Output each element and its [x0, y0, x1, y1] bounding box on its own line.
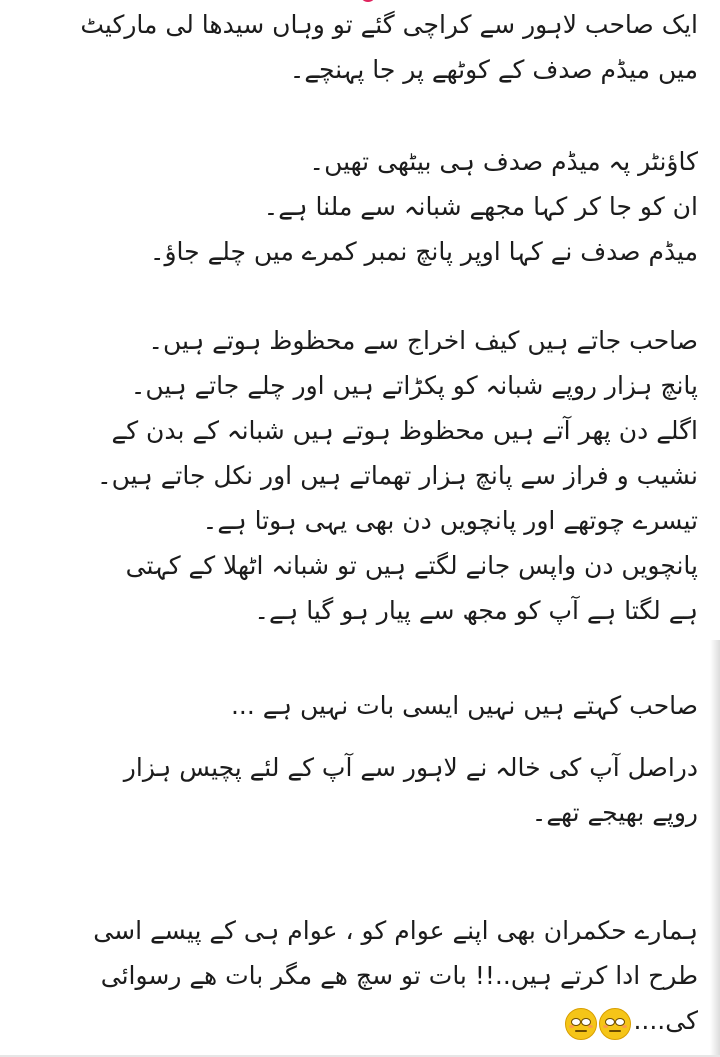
- text-line: صاحب کہتے ہیں نہیں ایسی بات نہیں ہے ...: [230, 691, 698, 720]
- text-line: میں میڈم صدف کے کوٹھے پر جا پہنچے۔: [289, 55, 698, 84]
- text-line: طرح ادا کرتے ہیں..!! بات تو سچ ھے مگر بات ھے رسوائی: [100, 961, 698, 990]
- text-line: ان کو جا کر کہا مجھے شبانہ سے ملنا ہے۔: [263, 192, 698, 221]
- paragraph-3: [18, 318, 698, 633]
- text-line: پانچ ہزار روپے شبانہ کو پکڑاتے ہیں اور چلے جاتے ہیں۔: [130, 371, 698, 400]
- text-fragment: کی....: [633, 1006, 698, 1035]
- paragraph-5: [18, 745, 698, 835]
- relieved-face-icon: [565, 1008, 597, 1040]
- paragraph-6: [18, 908, 698, 1043]
- text-line: اگلے دن پھر آتے ہیں محظوظ ہوتے ہیں شبانہ کے بدن کے: [111, 416, 698, 445]
- text-line: دراصل آپ کی خالہ نے لاہور سے آپ کے لئے پچیس ہزار: [123, 753, 698, 782]
- text-line: ایک صاحب لاہور سے کراچی گئے تو وہاں سیدھا لی مارکیٹ: [80, 10, 698, 39]
- edge-shadow: [710, 640, 720, 1057]
- text-line: تیسرے چوتھے اور پانچویں دن بھی یہی ہوتا ہے۔: [202, 506, 698, 535]
- text-line: کاؤنٹر پہ میڈم صدف ہی بیٹھی تھیں۔: [309, 147, 698, 176]
- text-line: نشیب و فراز سے پانچ ہزار تھماتے ہیں اور نکل جاتے ہیں۔: [96, 461, 698, 490]
- text-line: صاحب جاتے ہیں کیف اخراج سے محظوظ ہوتے ہیں۔: [148, 326, 698, 355]
- text-line: پانچویں دن واپس جانے لگتے ہیں تو شبانہ اٹھلا کے کہتی: [125, 551, 698, 580]
- paragraph-1: [18, 2, 698, 92]
- text-line: ہے لگتا ہے آپ کو مجھ سے پیار ہو گیا ہے۔: [254, 596, 698, 625]
- text-line: میڈم صدف نے کہا اوپر پانچ نمبر کمرے میں چلے جاؤ۔: [149, 237, 698, 266]
- text-line: ہمارے حکمران بھی اپنے عوام کو ، عوام ہی کے پیسے اسی: [93, 916, 698, 945]
- paragraph-2: [18, 139, 698, 274]
- paragraph-4: [18, 683, 698, 728]
- relieved-face-icon: [599, 1008, 631, 1040]
- emoji-row: [563, 1000, 631, 1044]
- text-line-with-emoji: [18, 998, 698, 1043]
- text-line: روپے بھیجے تھے۔: [531, 798, 698, 827]
